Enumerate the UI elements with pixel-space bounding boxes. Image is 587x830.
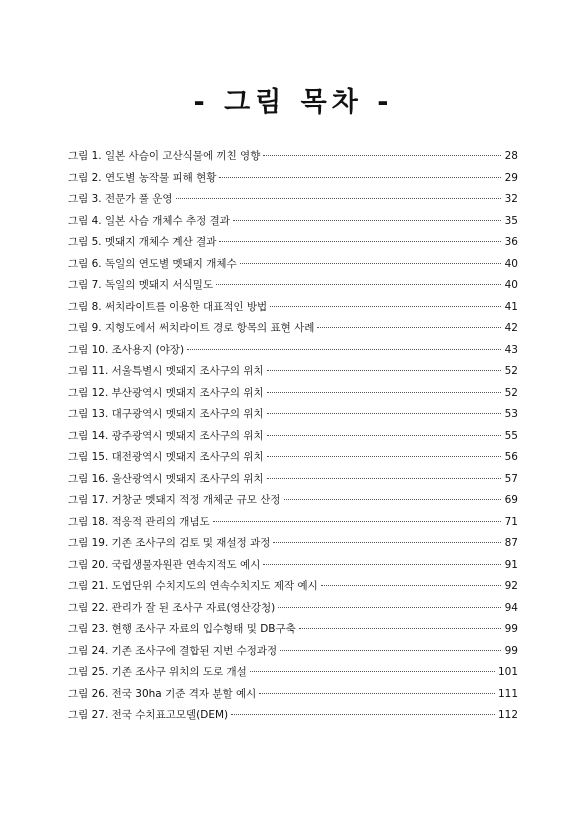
toc-dot-leader bbox=[219, 177, 501, 178]
toc-entry-label: 그림 27. 전국 수치표고모델(DEM) bbox=[68, 709, 229, 721]
toc-dot-leader bbox=[213, 521, 501, 522]
toc-entry[interactable] bbox=[68, 234, 518, 256]
toc-entry-page: 91 bbox=[504, 558, 518, 571]
toc-dot-leader bbox=[259, 693, 495, 694]
toc-entry[interactable] bbox=[68, 406, 518, 428]
toc-entry-page: 43 bbox=[504, 343, 518, 356]
toc-entry-page: 99 bbox=[504, 623, 518, 635]
toc-entry-label: 그림 8. 써치라이트를 이용한 대표적인 방법 bbox=[68, 300, 268, 313]
toc-entry-page: 92 bbox=[504, 580, 518, 592]
toc-entry-page: 111 bbox=[497, 687, 518, 700]
toc-dot-leader bbox=[263, 155, 501, 156]
toc-entry-page: 101 bbox=[497, 666, 518, 678]
toc-entry-label: 그림 5. 멧돼지 개체수 계산 결과 bbox=[68, 236, 217, 248]
toc-entry-label: 그림 7. 독일의 멧돼지 서식밀도 bbox=[68, 279, 214, 291]
toc-entry-label: 그림 17. 거창군 멧돼지 적정 개체군 규모 산정 bbox=[68, 494, 281, 506]
toc-entry[interactable] bbox=[68, 535, 518, 557]
toc-entry-label: 그림 2. 연도별 농작물 피해 현황 bbox=[68, 171, 217, 184]
toc-entry-page: 28 bbox=[504, 150, 518, 162]
toc-entry[interactable] bbox=[68, 600, 518, 622]
toc-entry-label: 그림 14. 광주광역시 멧돼지 조사구의 위치 bbox=[68, 429, 264, 442]
toc-entry[interactable] bbox=[68, 471, 518, 493]
toc-entry-page: 56 bbox=[504, 451, 518, 463]
toc-entry-label: 그림 6. 독일의 연도별 멧돼지 개체수 bbox=[68, 257, 237, 270]
figure-toc-list bbox=[68, 148, 518, 729]
toc-entry-page: 112 bbox=[497, 709, 518, 721]
toc-dot-leader bbox=[233, 220, 501, 221]
toc-dot-leader bbox=[280, 650, 501, 651]
toc-entry[interactable] bbox=[68, 643, 518, 665]
toc-dot-leader bbox=[216, 284, 501, 285]
toc-entry[interactable] bbox=[68, 363, 518, 385]
toc-entry-label: 그림 24. 기존 조사구에 결합된 지번 수정과정 bbox=[68, 644, 278, 657]
toc-entry-page: 69 bbox=[504, 494, 518, 506]
toc-dot-leader bbox=[273, 542, 501, 543]
toc-dot-leader bbox=[219, 241, 501, 242]
toc-entry-page: 52 bbox=[504, 386, 518, 399]
toc-dot-leader bbox=[321, 585, 501, 586]
toc-entry-label: 그림 26. 전국 30ha 기준 격자 분할 예시 bbox=[68, 687, 257, 700]
toc-dot-leader bbox=[267, 435, 501, 436]
toc-entry[interactable] bbox=[68, 213, 518, 235]
toc-entry-page: 29 bbox=[504, 171, 518, 184]
toc-entry-page: 53 bbox=[504, 408, 518, 420]
toc-entry-page: 87 bbox=[504, 537, 518, 549]
toc-dot-leader bbox=[299, 628, 501, 629]
toc-dot-leader bbox=[267, 370, 501, 371]
toc-entry-label: 그림 9. 지형도에서 써치라이트 경로 항목의 표현 사례 bbox=[68, 322, 315, 334]
toc-dot-leader bbox=[187, 349, 501, 350]
toc-entry-label: 그림 13. 대구광역시 멧돼지 조사구의 위치 bbox=[68, 408, 264, 420]
toc-entry[interactable] bbox=[68, 664, 518, 686]
toc-entry-page: 41 bbox=[504, 300, 518, 313]
toc-dot-leader bbox=[267, 413, 501, 414]
toc-entry-label: 그림 3. 전문가 풀 운영 bbox=[68, 193, 173, 205]
toc-entry-label: 그림 19. 기존 조사구의 검토 및 재설정 과정 bbox=[68, 537, 271, 549]
toc-entry[interactable] bbox=[68, 191, 518, 213]
toc-dot-leader bbox=[231, 714, 495, 715]
toc-entry[interactable] bbox=[68, 148, 518, 170]
toc-entry[interactable] bbox=[68, 578, 518, 600]
toc-entry-page: 52 bbox=[504, 365, 518, 377]
toc-entry-label: 그림 12. 부산광역시 멧돼지 조사구의 위치 bbox=[68, 386, 264, 399]
toc-entry[interactable] bbox=[68, 492, 518, 514]
toc-entry-label: 그림 11. 서울특별시 멧돼지 조사구의 위치 bbox=[68, 365, 264, 377]
toc-dot-leader bbox=[284, 499, 502, 500]
toc-dot-leader bbox=[267, 478, 501, 479]
toc-dot-leader bbox=[267, 392, 501, 393]
toc-entry-page: 99 bbox=[504, 644, 518, 657]
toc-entry-page: 55 bbox=[504, 429, 518, 442]
toc-entry-page: 40 bbox=[504, 279, 518, 291]
toc-entry[interactable] bbox=[68, 428, 518, 450]
toc-entry[interactable] bbox=[68, 385, 518, 407]
toc-entry[interactable] bbox=[68, 514, 518, 536]
toc-dot-leader bbox=[317, 327, 501, 328]
toc-dot-leader bbox=[263, 564, 501, 565]
toc-entry-page: 57 bbox=[504, 472, 518, 485]
page-title: - 그림 목차 - bbox=[193, 87, 394, 118]
toc-entry-label: 그림 15. 대전광역시 멧돼지 조사구의 위치 bbox=[68, 451, 264, 463]
toc-dot-leader bbox=[240, 263, 501, 264]
toc-entry-page: 94 bbox=[504, 601, 518, 614]
toc-entry-label: 그림 16. 울산광역시 멧돼지 조사구의 위치 bbox=[68, 472, 264, 485]
toc-entry-label: 그림 20. 국립생물자원관 연속지적도 예시 bbox=[68, 558, 261, 571]
toc-dot-leader bbox=[176, 198, 501, 199]
toc-dot-leader bbox=[267, 456, 501, 457]
toc-entry-page: 42 bbox=[504, 322, 518, 334]
toc-entry-page: 71 bbox=[504, 515, 518, 528]
toc-entry-page: 40 bbox=[504, 257, 518, 270]
toc-entry[interactable] bbox=[68, 277, 518, 299]
toc-entry-label: 그림 23. 현행 조사구 자료의 입수형태 및 DB구축 bbox=[68, 623, 296, 635]
toc-entry[interactable] bbox=[68, 707, 518, 729]
toc-entry-label: 그림 10. 조사용지 (야장) bbox=[68, 343, 185, 356]
toc-entry-page: 32 bbox=[504, 193, 518, 205]
toc-entry[interactable] bbox=[68, 557, 518, 579]
toc-entry-page: 36 bbox=[504, 236, 518, 248]
toc-entry[interactable] bbox=[68, 449, 518, 471]
toc-entry[interactable] bbox=[68, 320, 518, 342]
toc-entry[interactable] bbox=[68, 299, 518, 321]
toc-entry[interactable] bbox=[68, 686, 518, 708]
toc-entry-label: 그림 22. 관리가 잘 된 조사구 자료(영산강청) bbox=[68, 601, 276, 614]
toc-dot-leader bbox=[270, 306, 501, 307]
toc-entry[interactable] bbox=[68, 621, 518, 643]
toc-entry-label: 그림 25. 기존 조사구 위치의 도로 개설 bbox=[68, 666, 247, 678]
toc-entry-label: 그림 21. 도엽단위 수치지도의 연속수치지도 제작 예시 bbox=[68, 580, 318, 592]
toc-entry[interactable] bbox=[68, 256, 518, 278]
toc-entry-label: 그림 4. 일본 사슴 개체수 추정 결과 bbox=[68, 214, 230, 227]
toc-entry-label: 그림 18. 적응적 관리의 개념도 bbox=[68, 515, 210, 528]
toc-dot-leader bbox=[250, 671, 495, 672]
toc-entry-label: 그림 1. 일본 사슴이 고산식물에 끼친 영향 bbox=[68, 150, 261, 162]
toc-dot-leader bbox=[278, 607, 501, 608]
toc-entry[interactable] bbox=[68, 342, 518, 364]
toc-entry-page: 35 bbox=[504, 214, 518, 227]
toc-entry[interactable] bbox=[68, 170, 518, 192]
